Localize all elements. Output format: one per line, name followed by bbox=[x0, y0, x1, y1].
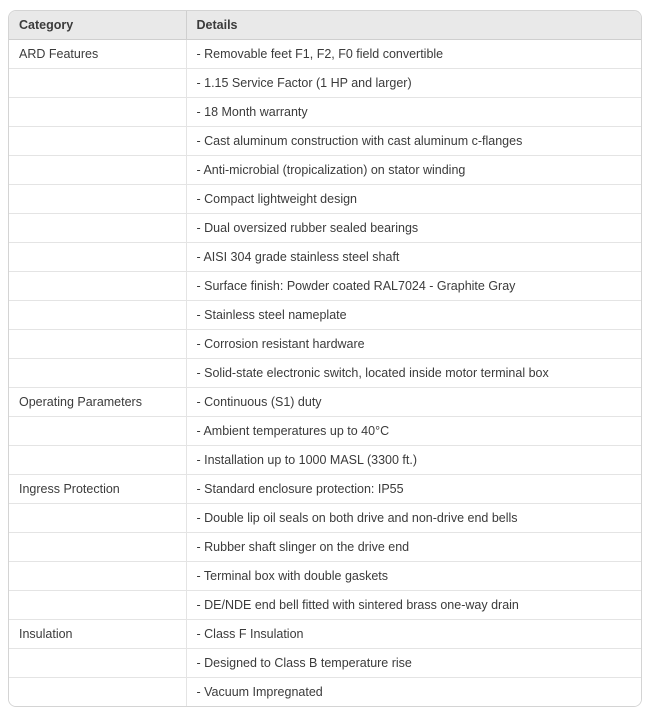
table-row bbox=[9, 40, 641, 69]
detail-cell: - Surface finish: Powder coated RAL7024 - Graphite Gray bbox=[186, 272, 641, 301]
table-row bbox=[9, 446, 641, 475]
detail-cell: - Designed to Class B temperature rise bbox=[186, 649, 641, 678]
category-cell bbox=[9, 649, 186, 678]
table-row bbox=[9, 69, 641, 98]
table-row bbox=[9, 301, 641, 330]
column-header-details: Details bbox=[186, 11, 641, 40]
table-row bbox=[9, 504, 641, 533]
table-row bbox=[9, 127, 641, 156]
category-cell bbox=[9, 156, 186, 185]
category-cell bbox=[9, 330, 186, 359]
spec-table-container bbox=[8, 10, 642, 707]
category-cell bbox=[9, 127, 186, 156]
detail-cell: - DE/NDE end bell fitted with sintered brass one-way drain bbox=[186, 591, 641, 620]
category-cell bbox=[9, 301, 186, 330]
detail-cell: - Double lip oil seals on both drive and non-drive end bells bbox=[186, 504, 641, 533]
table-row bbox=[9, 330, 641, 359]
category-cell bbox=[9, 272, 186, 301]
table-row bbox=[9, 417, 641, 446]
table-row bbox=[9, 98, 641, 127]
detail-cell: - Continuous (S1) duty bbox=[186, 388, 641, 417]
table-row bbox=[9, 475, 641, 504]
category-cell bbox=[9, 185, 186, 214]
category-cell: Insulation bbox=[9, 620, 186, 649]
detail-cell: - Standard enclosure protection: IP55 bbox=[186, 475, 641, 504]
category-cell bbox=[9, 562, 186, 591]
table-row bbox=[9, 620, 641, 649]
detail-cell: - Dual oversized rubber sealed bearings bbox=[186, 214, 641, 243]
category-cell bbox=[9, 417, 186, 446]
category-cell bbox=[9, 678, 186, 707]
table-row bbox=[9, 562, 641, 591]
detail-cell: - Ambient temperatures up to 40°C bbox=[186, 417, 641, 446]
detail-cell: - Class F Insulation bbox=[186, 620, 641, 649]
detail-cell: - Vacuum Impregnated bbox=[186, 678, 641, 707]
table-row bbox=[9, 533, 641, 562]
detail-cell: - Cast aluminum construction with cast aluminum c-flanges bbox=[186, 127, 641, 156]
table-row bbox=[9, 649, 641, 678]
category-cell bbox=[9, 243, 186, 272]
detail-cell: - Stainless steel nameplate bbox=[186, 301, 641, 330]
table-row bbox=[9, 185, 641, 214]
category-cell: Ingress Protection bbox=[9, 475, 186, 504]
table-row bbox=[9, 359, 641, 388]
detail-cell: - Removable feet F1, F2, F0 field convertible bbox=[186, 40, 641, 69]
category-cell: Operating Parameters bbox=[9, 388, 186, 417]
table-row bbox=[9, 388, 641, 417]
category-cell: ARD Features bbox=[9, 40, 186, 69]
table-row bbox=[9, 678, 641, 707]
category-cell bbox=[9, 504, 186, 533]
detail-cell: - Solid-state electronic switch, located inside motor terminal box bbox=[186, 359, 641, 388]
detail-cell: - Compact lightweight design bbox=[186, 185, 641, 214]
detail-cell: - Installation up to 1000 MASL (3300 ft.) bbox=[186, 446, 641, 475]
detail-cell: - 1.15 Service Factor (1 HP and larger) bbox=[186, 69, 641, 98]
category-cell bbox=[9, 591, 186, 620]
table-row bbox=[9, 214, 641, 243]
category-cell bbox=[9, 69, 186, 98]
table-row bbox=[9, 156, 641, 185]
table-header-row bbox=[9, 11, 641, 40]
spec-table bbox=[9, 11, 641, 706]
detail-cell: - 18 Month warranty bbox=[186, 98, 641, 127]
column-header-category: Category bbox=[9, 11, 186, 40]
table-row bbox=[9, 591, 641, 620]
detail-cell: - Terminal box with double gaskets bbox=[186, 562, 641, 591]
detail-cell: - Anti-microbial (tropicalization) on stator winding bbox=[186, 156, 641, 185]
category-cell bbox=[9, 359, 186, 388]
category-cell bbox=[9, 214, 186, 243]
category-cell bbox=[9, 533, 186, 562]
detail-cell: - Corrosion resistant hardware bbox=[186, 330, 641, 359]
category-cell bbox=[9, 446, 186, 475]
table-row bbox=[9, 272, 641, 301]
detail-cell: - Rubber shaft slinger on the drive end bbox=[186, 533, 641, 562]
table-row bbox=[9, 243, 641, 272]
detail-cell: - AISI 304 grade stainless steel shaft bbox=[186, 243, 641, 272]
category-cell bbox=[9, 98, 186, 127]
